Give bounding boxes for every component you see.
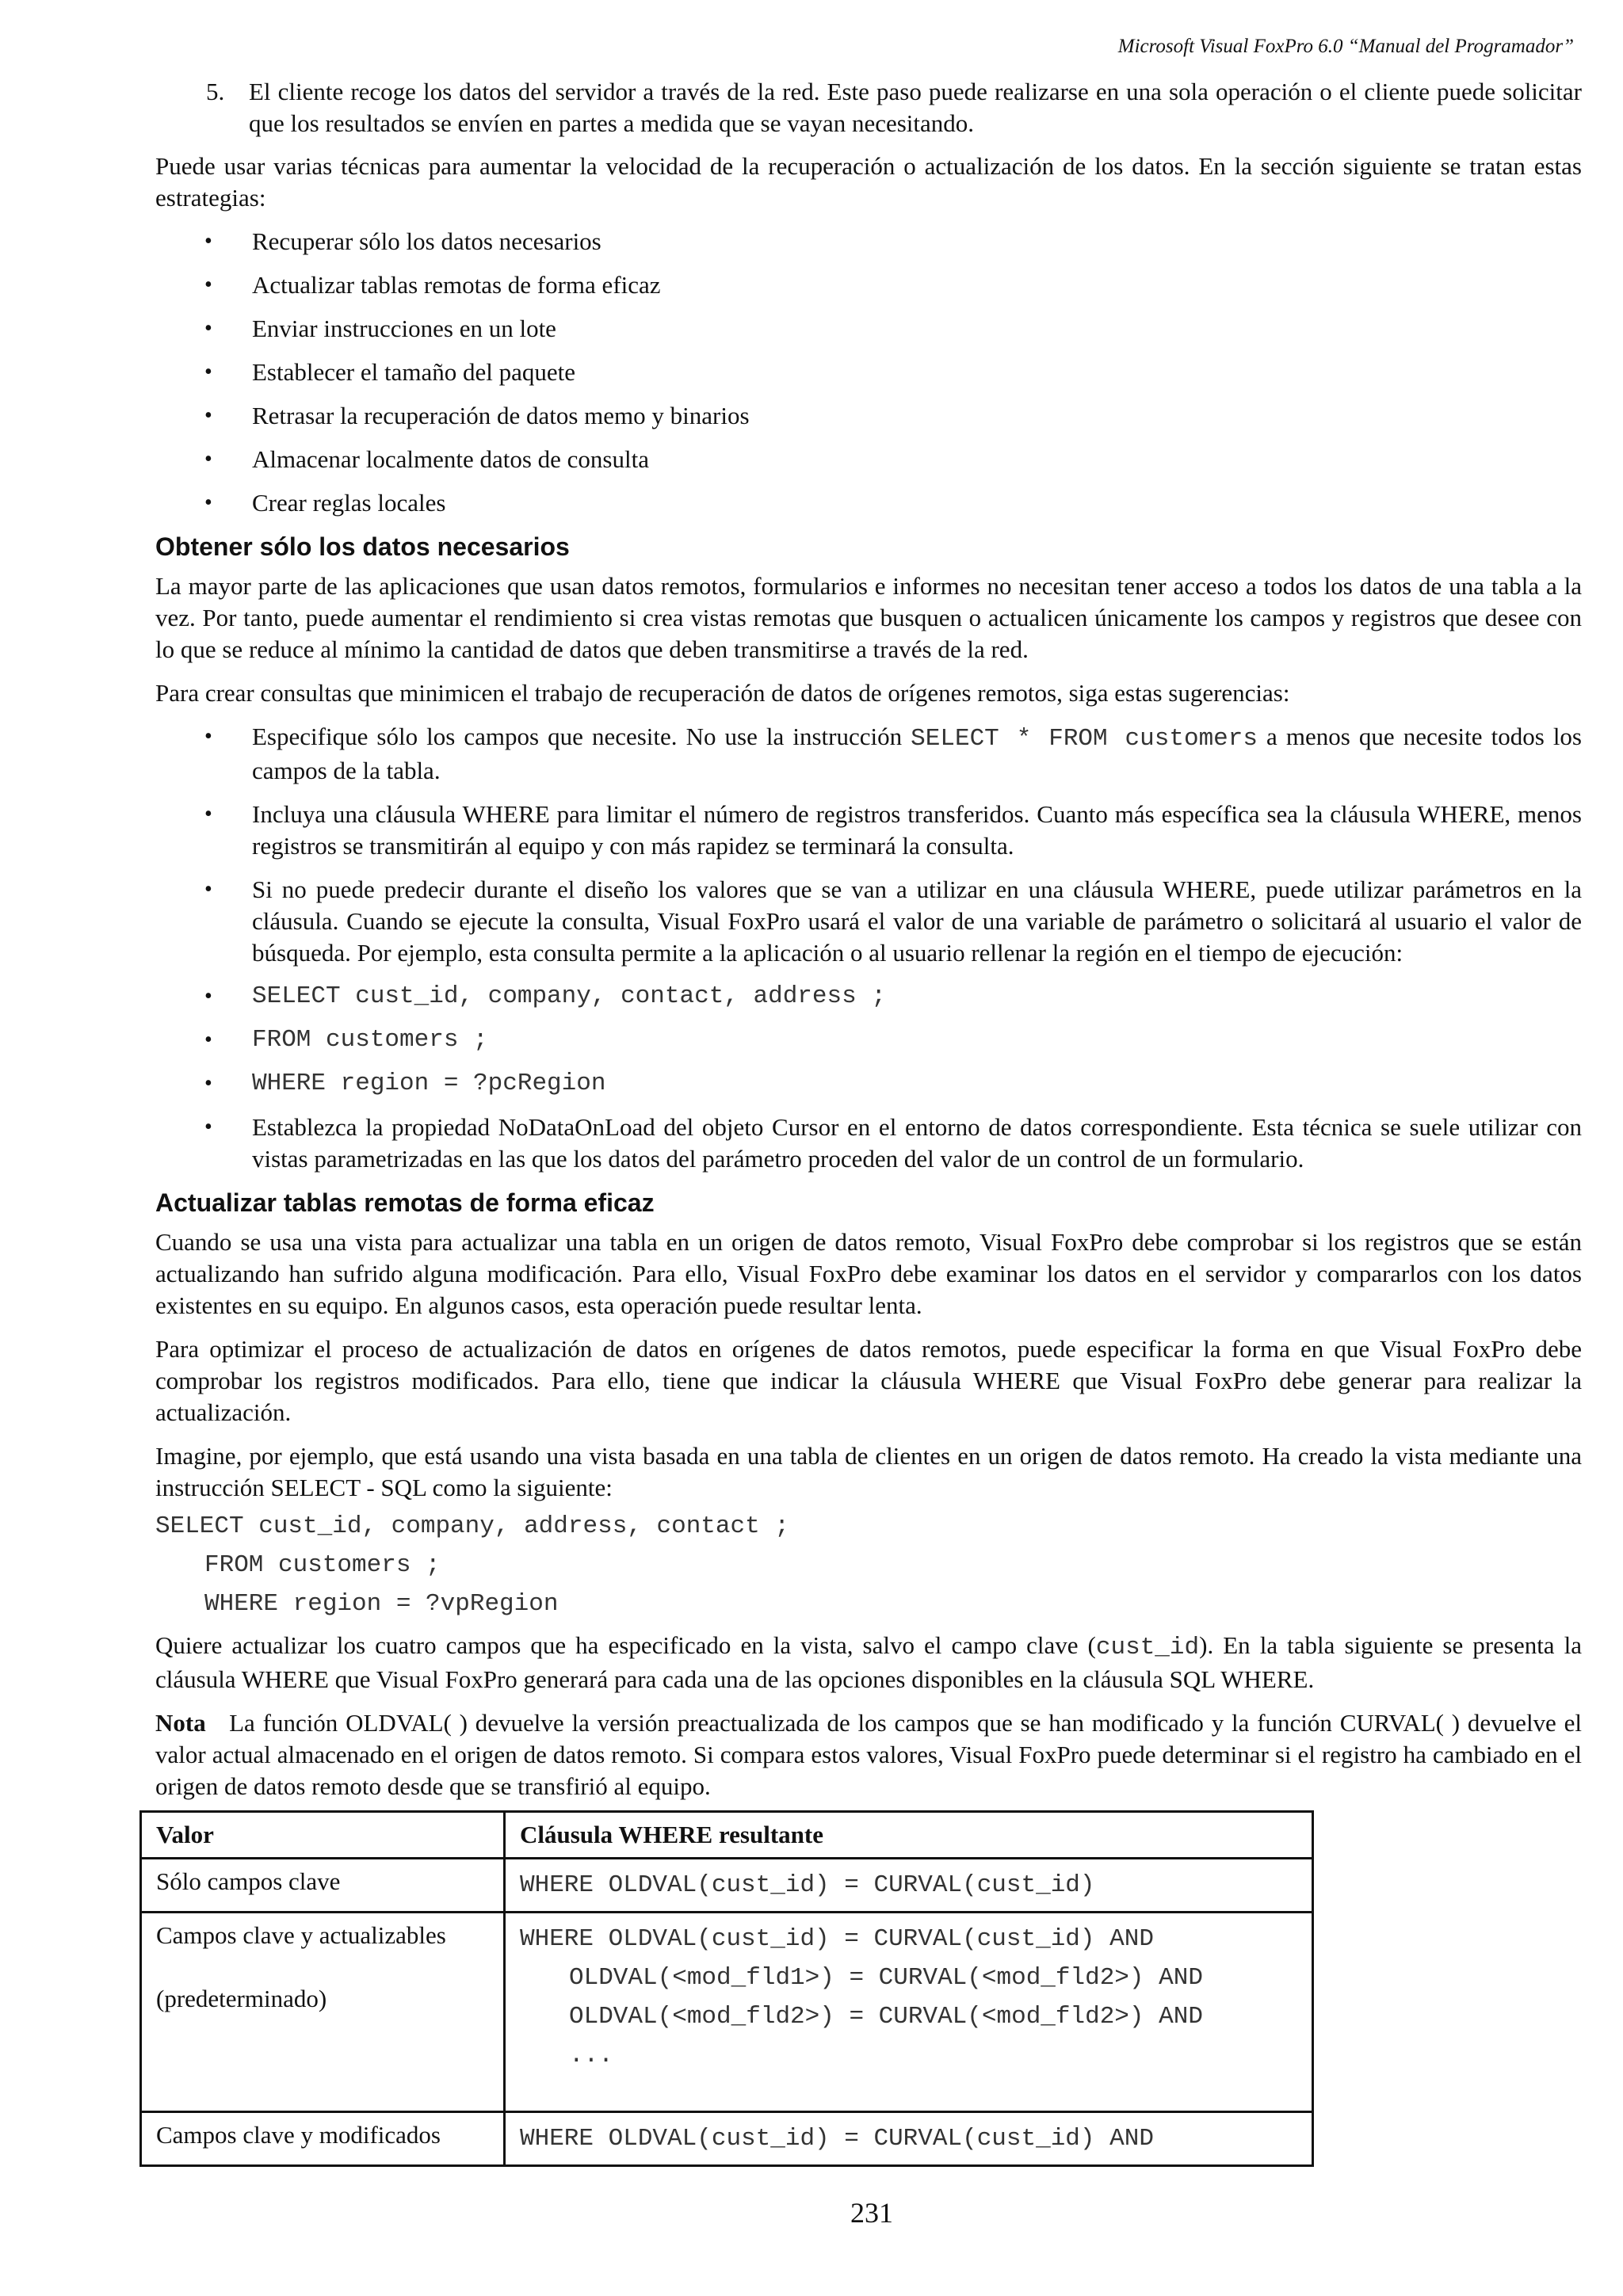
running-header: Microsoft Visual FoxPro 6.0 “Manual del Programador” [1117,36,1574,57]
list-item: • Si no puede predecir durante el diseño los valores que se van a utilizar en una cláusula WHERE, puede utilizar parámetros en la cláusula. Cuando se ejecute la consulta, Visual FoxPro usará el valor de una variable de parámetro o solicitará al usuario el valor de búsqueda. Por ejemplo, esta consulta permite a la aplicación o al usuario rellenar la región en el tiempo de ejecución: [155,874,1582,969]
code-line: FROM customers ; [252,1026,488,1054]
table-row [141,1913,1313,2112]
code-line: SELECT cust_id, company, address, contact ; [155,1512,789,1540]
list-item: • Especifique sólo los campos que necesite. No use la instrucción SELECT * FROM customers a menos que necesite todos los campos de la tabla. [155,721,1582,787]
list-item: • Retrasar la recuperación de datos memo y binarios [155,400,1582,432]
list-item [155,1024,1582,1056]
column-header: Cláusula WHERE resultante [505,1812,1313,1859]
column-header: Valor [141,1812,505,1859]
note-paragraph: Nota La función OLDVAL( ) devuelve la versión preactualizada de los campos que se han modificado y la función CURVAL( ) devuelve el valor actual almacenado en el origen de datos remoto. Si compara estos valores, Visual FoxPro puede determinar si el registro ha cambiado en el origen de datos remoto desde que se transfirió al equipo. [155,1709,1588,1800]
table-row [141,1859,1313,1913]
list-item: • Enviar instrucciones en un lote [155,313,1582,345]
item-number: 5. [206,78,225,105]
paragraph: La mayor parte de las aplicaciones que usan datos remotos, formularios e informes no necesitan tener acceso a todos los datos de una tabla a la vez. Por tanto, puede aumentar el rendimiento si crea vistas remotas que busquen o actualicen únicamente los campos y registros que desee con lo que se reduce al mínimo la cantidad de datos que deben transmitirse a través de la red. [155,572,1582,663]
bullet-icon: • [204,360,212,384]
bullet-icon: • [204,447,212,471]
bullet-icon: • [204,1115,212,1139]
paragraph: Imagine, por ejemplo, que está usando una vista basada en una tabla de clientes en un origen de datos remoto. Ha creado la vista mediante una instrucción SELECT - SQL como la siguiente: [155,1442,1582,1501]
table-cell-code: WHERE OLDVAL(cust_id) = CURVAL(cust_id) [505,1859,1313,1913]
bullet-icon: • [204,877,212,902]
inline-code: cust_id [1095,1634,1200,1661]
list-item: • Actualizar tablas remotas de forma eficaz [155,269,1582,301]
paragraph: Para optimizar el proceso de actualización de datos en orígenes de datos remotos, puede especificar la forma en que Visual FoxPro debe comprobar los registros modificados. Para ello, tiene que indicar la cláusula WHERE que Visual FoxPro debe generar para realizar la actualización. [155,1335,1582,1426]
bullet-icon: • [204,316,212,341]
code-line: WHERE region = ?vpRegion [204,1590,559,1618]
code-line: FROM customers ; [204,1551,441,1579]
list-item: • Establezca la propiedad NoDataOnLoad del objeto Cursor en el entorno de datos correspondiente. Esta técnica se suele utilizar con vistas parametrizadas en las que los datos del parámetro proceden del valor de un control de un formulario. [155,1112,1582,1175]
list-item: • Incluya una cláusula WHERE para limitar el número de registros transferidos. Cuanto más específica sea la cláusula WHERE, menos registros se transmitirán al equipo y con más rapidez se terminará la consulta. [155,799,1582,862]
bullet-icon: • [204,724,212,749]
code-line: WHERE region = ?pcRegion [252,1070,606,1097]
table-cell-label: Campos clave y actualizables (predeterminado) [141,1913,505,2112]
bullet-icon: • [204,403,212,428]
section-heading: Actualizar tablas remotas de forma eficaz [155,1188,655,1217]
bullet-icon: • [204,273,212,297]
bullet-icon: • [204,1028,212,1052]
bullet-icon: • [204,229,212,254]
intro-paragraph: Puede usar varias técnicas para aumentar la velocidad de la recuperación o actualización de los datos. En la sección siguiente se tratan estas estrategias: [155,152,1582,212]
list-item: • Crear reglas locales [155,487,1582,519]
section-heading: Obtener sólo los datos necesarios [155,532,570,561]
list-item: • Establecer el tamaño del paquete [155,357,1582,388]
table-cell-code: WHERE OLDVAL(cust_id) = CURVAL(cust_id) AND [505,2112,1313,2166]
strategies-list [155,226,1582,519]
paragraph: Quiere actualizar los cuatro campos que ha especificado en la vista, salvo el campo clave (cust_id). En la tabla siguiente se presenta la cláusula WHERE que Visual FoxPro generará para cada una de las opciones disponibles en la cláusula SQL WHERE. [155,1631,1582,1693]
inline-code: SELECT * FROM customers [911,725,1258,753]
code-block [155,1507,1582,1623]
numbered-item [155,76,1582,139]
item-text: El cliente recoge los datos del servidor a través de la red. Este paso puede realizarse en una sola operación o el cliente puede solicitar que los resultados se envíen en partes a medida que se vayan necesitando. [249,78,1582,137]
note-label: Nota [155,1709,206,1737]
table-cell-label: Sólo campos clave [141,1859,505,1913]
table-header-row [141,1812,1313,1859]
list-item: • Almacenar localmente datos de consulta [155,444,1582,475]
list-item [155,1068,1582,1100]
table-cell-code: WHERE OLDVAL(cust_id) = CURVAL(cust_id) AND OLDVAL(<mod_fld1>) = CURVAL(<mod_fld2>) AND OLDVAL(<mod_fld2>) = CURVAL(<mod_fld2>) AND ... [505,1913,1313,2112]
code-line: SELECT cust_id, company, contact, address ; [252,982,886,1010]
page-number: 231 [850,2197,893,2229]
table-cell-label: Campos clave y modificados [141,2112,505,2166]
bullet-icon: • [204,984,212,1009]
bullet-icon: • [204,490,212,515]
page-content [155,76,1588,2167]
table-row [141,2112,1313,2166]
list-item [155,981,1582,1013]
where-clause-table [139,1810,1314,2167]
list-item: • Recuperar sólo los datos necesarios [155,226,1582,257]
tips-list [155,721,1582,1175]
bullet-icon: • [204,1071,212,1096]
paragraph: Cuando se usa una vista para actualizar una tabla en un origen de datos remoto, Visual FoxPro debe comprobar si los registros que se están actualizando han sufrido alguna modificación. Para ello, Visual FoxPro debe examinar los datos en el servidor y compararlos con los datos existentes en su equipo. En algunos casos, esta operación puede resultar lenta. [155,1228,1582,1319]
bullet-icon: • [204,802,212,826]
paragraph: Para crear consultas que minimicen el trabajo de recuperación de datos de orígenes remotos, siga estas sugerencias: [155,679,1290,707]
